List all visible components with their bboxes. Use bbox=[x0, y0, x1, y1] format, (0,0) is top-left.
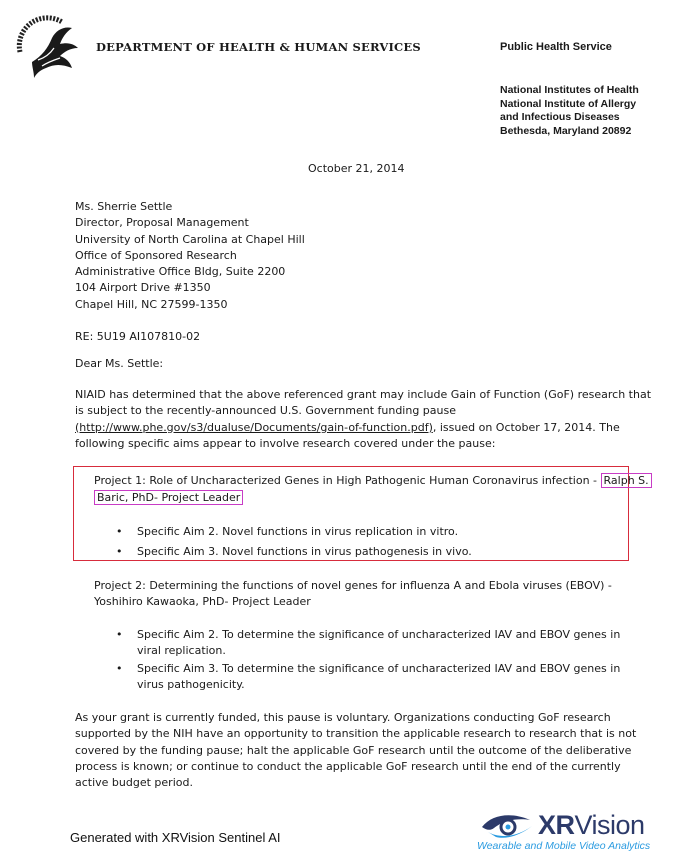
xrvision-wordmark bbox=[538, 810, 645, 841]
paragraph-line: covered by the funding pause; halt the applicable GoF research until the outcome of the deliberative bbox=[75, 743, 632, 757]
paragraph-line: process is known; or continue to conduct the applicable GoF research until the end of the currently bbox=[75, 759, 621, 773]
address-line: Director, Proposal Management bbox=[75, 216, 249, 230]
paragraph-line-rest: , issued on October 17, 2014. The bbox=[432, 420, 620, 434]
institute-line: and Infectious Diseases bbox=[500, 111, 620, 123]
paragraph-line: supported by the NIH have an opportunity to transition the applicable research to research that is not bbox=[75, 727, 637, 741]
project2-aims-list bbox=[116, 627, 646, 695]
gain-of-function-link[interactable]: (http://www.phe.gov/s3/dualuse/Documents/gain-of-function.pdf) bbox=[75, 420, 433, 434]
aim-text: Specific Aim 2. To determine the significance of uncharacterized IAV and EBOV genes in viral replication. bbox=[137, 628, 621, 657]
department-heading: DEPARTMENT OF HEALTH & HUMAN SERVICES bbox=[96, 40, 421, 54]
aim-text: Specific Aim 3. Novel functions in virus pathogenesis in vivo. bbox=[137, 545, 472, 558]
bullet-icon: • bbox=[116, 628, 123, 641]
bullet-icon: • bbox=[116, 662, 123, 675]
xrvision-tagline: Wearable and Mobile Video Analytics bbox=[477, 840, 651, 852]
letter-date: October 21, 2014 bbox=[308, 162, 405, 175]
project1-leader bbox=[94, 491, 243, 504]
list-item bbox=[116, 661, 646, 693]
service-heading: Public Health Service bbox=[500, 41, 612, 53]
list-item bbox=[116, 542, 472, 562]
generated-with-caption: Generated with XRVision Sentinel AI bbox=[70, 830, 281, 845]
salutation: Dear Ms. Settle: bbox=[75, 357, 164, 370]
project1-aims-list bbox=[116, 522, 472, 562]
xrvision-eye-icon bbox=[478, 812, 538, 842]
bullet-icon: • bbox=[116, 545, 123, 558]
address-line: Administrative Office Bldg, Suite 2200 bbox=[75, 265, 286, 279]
paragraph-line: following specific aims appear to involve research covered under the pause: bbox=[75, 436, 496, 450]
address-line: University of North Carolina at Chapel Hill bbox=[75, 232, 305, 246]
project1-leader-highlight: Ralph S. bbox=[601, 473, 652, 488]
brand-xr: XR bbox=[538, 810, 575, 840]
project1-leader-highlight: Baric, PhD- Project Leader bbox=[94, 490, 243, 505]
address-line: Chapel Hill, NC 27599-1350 bbox=[75, 297, 228, 311]
institute-line: Bethesda, Maryland 20892 bbox=[500, 124, 632, 137]
paragraph-line: is subject to the recently-announced U.S. Government funding pause bbox=[75, 404, 456, 418]
paragraph-line: active budget period. bbox=[75, 776, 193, 790]
recipient-address bbox=[75, 199, 305, 313]
project2-title: Project 2: Determining the functions of novel genes for influenza A and Ebola viruses (EBOV) - Yoshihiro Kawaoka, PhD- Project Leader bbox=[94, 579, 612, 608]
address-line: Office of Sponsored Research bbox=[75, 248, 237, 262]
reference-line: RE: 5U19 AI107810-02 bbox=[75, 330, 201, 343]
paragraph-line: NIAID has determined that the above referenced grant may include Gain of Function (GoF) research that bbox=[75, 388, 652, 401]
paragraph-line bbox=[75, 420, 645, 436]
address-line: Ms. Sherrie Settle bbox=[75, 200, 173, 213]
institute-line: National Institute of Allergy bbox=[500, 97, 637, 110]
bullet-icon: • bbox=[116, 525, 123, 538]
project1-title bbox=[94, 474, 652, 487]
aim-text: Specific Aim 3. To determine the significance of uncharacterized IAV and EBOV genes in virus pathogenicity. bbox=[137, 662, 621, 691]
list-item bbox=[116, 522, 472, 542]
brand-vision: Vision bbox=[574, 810, 645, 840]
intro-paragraph bbox=[75, 387, 652, 452]
institute-address bbox=[500, 84, 639, 138]
hhs-eagle-seal-icon bbox=[12, 12, 82, 82]
closing-paragraph bbox=[75, 710, 655, 791]
address-line: 104 Airport Drive #1350 bbox=[75, 281, 211, 295]
aim-text: Specific Aim 2. Novel functions in virus replication in vitro. bbox=[137, 525, 459, 538]
institute-line: National Institutes of Health bbox=[500, 84, 639, 96]
paragraph-line: As your grant is currently funded, this pause is voluntary. Organizations conducting GoF research bbox=[75, 711, 611, 724]
list-item bbox=[116, 627, 646, 659]
project1-title-text: Project 1: Role of Uncharacterized Genes in High Pathogenic Human Coronavirus infection - bbox=[94, 474, 598, 487]
